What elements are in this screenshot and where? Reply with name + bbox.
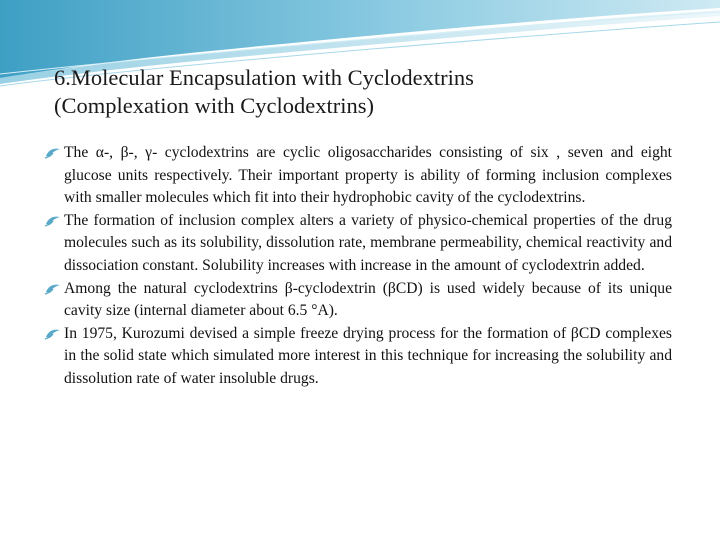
bullet-list: [44, 142, 672, 391]
scroll-bullet-icon: [44, 146, 62, 160]
scroll-bullet-icon: [44, 214, 62, 228]
bullet-item: [44, 323, 672, 391]
bullet-item: [44, 278, 672, 323]
bullet-text: The α-, β-, γ- cyclodextrins are cyclic oligosaccharides consisting of six , seven and eight glucose units respectively. Their important property is ability of forming inclusion complexes with smaller molecules which fit into their hydrophobic cavity of the cyclodextrins.: [64, 144, 672, 207]
bullet-item: [44, 142, 672, 210]
bullet-item: [44, 210, 672, 278]
bullet-text: Among the natural cyclodextrins β-cyclodextrin (βCD) is used widely because of its unique cavity size (internal diameter about 6.5 °A).: [64, 279, 672, 320]
bullet-text: The formation of inclusion complex alters a variety of physico-chemical properties of the drug molecules such as its solubility, dissolution rate, membrane permeability, chemical reactivity and dissociation constant. Solubility increases with increase in the amount of cyclodextrin added.: [64, 211, 672, 274]
scroll-bullet-icon: [44, 327, 62, 341]
slide-title-line-1: 6.Molecular Encapsulation with Cyclodextrins: [54, 65, 474, 90]
slide-title-line-2: (Complexation with Cyclodextrins): [54, 93, 374, 118]
scroll-bullet-icon: [44, 282, 62, 296]
slide-title: [54, 64, 674, 120]
bullet-text: In 1975, Kurozumi devised a simple freeze drying process for the formation of βCD complexes in the solid state which simulated more interest in this technique for increasing the solubility and dissolution rate of water insoluble drugs.: [64, 324, 672, 387]
